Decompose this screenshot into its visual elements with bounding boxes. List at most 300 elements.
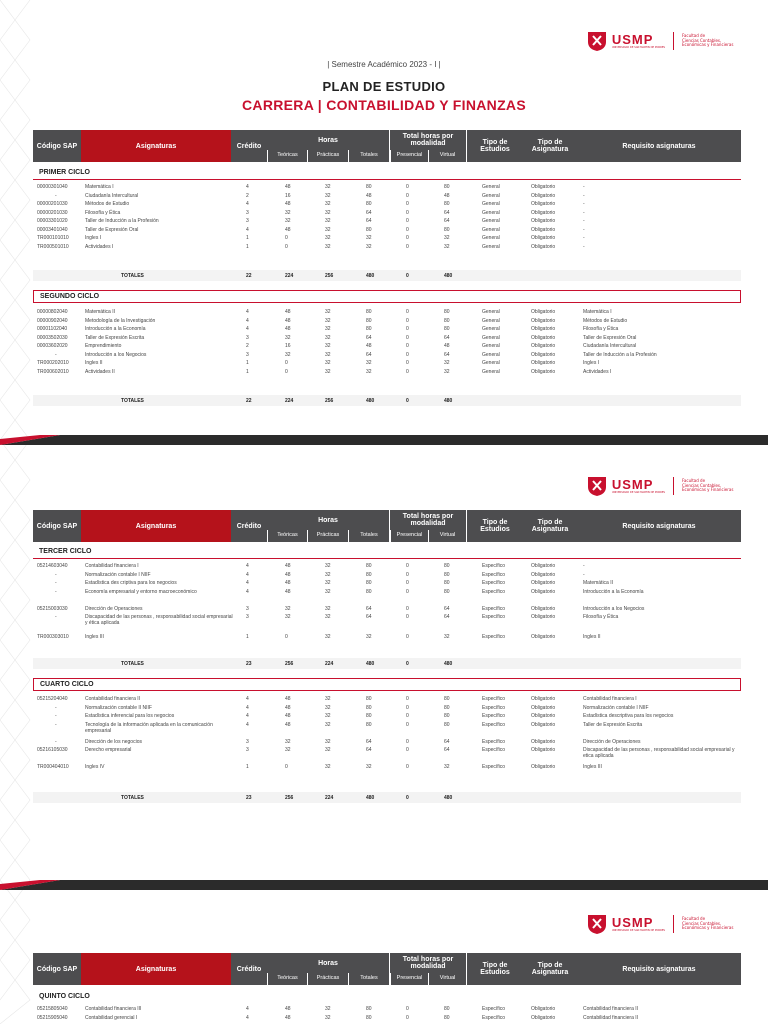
cell-credito: 4 <box>246 226 249 233</box>
cell-credito: 4 <box>246 713 249 719</box>
cycle-heading: PRIMER CICLO <box>33 166 741 180</box>
cell-tipo-estudios: General <box>482 218 500 224</box>
cell-requisito: Taller de Expresión Oral <box>583 334 637 341</box>
cell-virtual: 32 <box>444 764 450 770</box>
col-codigo-sap: Código SAP <box>33 510 81 542</box>
cell-presencial: 0 <box>406 309 409 315</box>
cycle-rows <box>33 695 741 772</box>
cell-practicas: 32 <box>325 747 331 753</box>
cell-practicas: 32 <box>325 218 331 224</box>
cycle-rows <box>33 1005 741 1022</box>
cell-teoricas: 48 <box>285 1014 291 1021</box>
cell-codigo-sap: - <box>55 580 57 586</box>
col-requisito: Requisito asignaturas <box>577 130 741 162</box>
cell-practicas: 32 <box>325 343 331 349</box>
cell-presencial: 0 <box>406 721 409 728</box>
cell-codigo-sap: TR000602010 <box>37 368 69 375</box>
cell-virtual: 80 <box>444 563 450 569</box>
cell-virtual: 80 <box>444 226 450 233</box>
cell-totales: 64 <box>366 218 372 224</box>
cell-totales: 48 <box>366 343 372 349</box>
cell-practicas: 32 <box>325 243 331 250</box>
table-header <box>33 130 741 162</box>
cell-credito: 3 <box>246 218 249 224</box>
table-row <box>33 226 741 235</box>
cell-teoricas: 0 <box>285 360 288 366</box>
table-row <box>33 633 741 642</box>
cell-presencial: 0 <box>406 192 409 199</box>
cell-practicas: 32 <box>325 351 331 358</box>
cell-asignatura: Estadística inferencial para los negocios <box>85 713 175 719</box>
cell-asignatura: Metodología de la Investigación <box>85 317 156 324</box>
cell-codigo-sap: - <box>55 704 57 711</box>
cell-totales: 80 <box>366 1014 372 1021</box>
cell-virtual: 64 <box>444 209 450 216</box>
brand-sub: UNIVERSIDAD DE SAN MARTIN DE PORRES <box>611 490 665 494</box>
cell-requisito: - <box>583 209 585 216</box>
cell-requisito: Introducción a la Economía <box>583 588 644 595</box>
cell-codigo-sap: 00003502030 <box>37 334 68 341</box>
cell-virtual: 32 <box>444 368 450 375</box>
cell-presencial: 0 <box>406 696 409 702</box>
table-row <box>33 359 741 368</box>
totals-value: 23 <box>246 661 252 667</box>
cell-tipo-estudios: Específico <box>482 588 506 595</box>
cycle-heading: CUARTO CICLO <box>33 678 741 691</box>
col-practicas: Prácticas <box>307 530 348 542</box>
totals-value: 256 <box>285 661 294 667</box>
shield-icon <box>586 30 608 52</box>
cell-virtual: 80 <box>444 713 450 719</box>
table-row <box>33 613 741 633</box>
brand-name: USMP <box>611 914 654 930</box>
cell-codigo-sap: TR000202010 <box>37 360 69 366</box>
page-2 <box>0 440 768 885</box>
cell-virtual: 32 <box>444 243 450 250</box>
cell-totales: 80 <box>366 704 372 711</box>
cell-asignatura: Contabilidad financiera II <box>85 696 141 702</box>
cell-virtual: 80 <box>444 588 450 595</box>
cell-asignatura: Ingles I <box>85 235 102 241</box>
cell-totales: 64 <box>366 209 372 216</box>
col-virtual: Virtual <box>428 973 466 985</box>
cell-credito: 4 <box>246 326 249 332</box>
totals-row <box>33 270 741 281</box>
cell-tipo-estudios: Específico <box>482 614 506 620</box>
cell-totales: 48 <box>366 192 372 199</box>
cell-tipo-asignatura: Obligatorio <box>531 235 556 241</box>
cell-asignatura: Normalización contable I NIIF <box>85 571 151 578</box>
cell-requisito: Métodos de Estudio <box>583 317 628 324</box>
cell-tipo-estudios: General <box>482 192 500 199</box>
cell-asignatura: Emprendimiento <box>85 343 122 349</box>
cell-codigo-sap: - <box>55 614 57 620</box>
cell-codigo-sap: - <box>55 738 57 745</box>
cell-practicas: 32 <box>325 317 331 324</box>
cell-totales: 80 <box>366 696 372 702</box>
cell-teoricas: 32 <box>285 351 291 358</box>
cell-requisito: Filosofía y Ética <box>583 614 619 620</box>
totals-value: 480 <box>366 273 375 279</box>
col-modalidad: Total horas por modalidad <box>390 130 466 150</box>
cell-practicas: 32 <box>325 368 331 375</box>
cell-teoricas: 48 <box>285 704 291 711</box>
cell-asignatura: Filosofía y Ética <box>85 209 121 216</box>
cell-asignatura: Ingles IV <box>85 764 105 770</box>
cell-practicas: 32 <box>325 309 331 315</box>
cell-presencial: 0 <box>406 571 409 578</box>
cell-requisito: Filosofía y Ética <box>583 326 619 332</box>
cell-practicas: 32 <box>325 588 331 595</box>
page-title: PLAN DE ESTUDIO <box>322 79 446 94</box>
table-row <box>33 588 741 605</box>
cycle-heading: QUINTO CICLO <box>39 992 90 1000</box>
table-row <box>33 334 741 343</box>
totals-value: 22 <box>246 398 252 404</box>
cell-virtual: 48 <box>444 343 450 349</box>
col-requisito: Requisito asignaturas <box>577 953 741 985</box>
col-credito: Crédito <box>231 510 267 542</box>
cell-tipo-estudios: General <box>482 343 500 349</box>
table-row <box>33 704 741 713</box>
totals-value: 256 <box>325 273 334 279</box>
cell-teoricas: 32 <box>285 738 291 745</box>
cell-requisito: Ingles II <box>583 634 601 640</box>
table-row <box>33 243 741 252</box>
cell-tipo-estudios: General <box>482 326 500 332</box>
cell-presencial: 0 <box>406 747 409 753</box>
cell-codigo-sap: TR000303010 <box>37 634 69 640</box>
cell-codigo-sap: 00000301040 <box>37 184 68 190</box>
cell-presencial: 0 <box>406 605 409 612</box>
totals-value: 480 <box>366 795 375 801</box>
cell-requisito: Ingles I <box>583 360 600 366</box>
col-tipo-asignatura: Tipo de Asignatura <box>523 953 577 985</box>
cell-teoricas: 0 <box>285 634 288 640</box>
cell-tipo-asignatura: Obligatorio <box>531 588 556 595</box>
cell-tipo-asignatura: Obligatorio <box>531 184 556 190</box>
cell-requisito: Estadística descriptiva para los negocios <box>583 713 674 719</box>
cell-requisito: Ingles III <box>583 764 602 770</box>
cell-virtual: 80 <box>444 309 450 315</box>
cell-tipo-estudios: Específico <box>482 1014 506 1021</box>
cell-virtual: 48 <box>444 192 450 199</box>
cell-presencial: 0 <box>406 738 409 745</box>
totals-value: 480 <box>366 398 375 404</box>
cell-codigo-sap: TR000404010 <box>37 764 69 770</box>
col-codigo-sap: Código SAP <box>33 130 81 162</box>
cell-credito: 3 <box>246 738 249 745</box>
cell-virtual: 80 <box>444 704 450 711</box>
col-virtual: Virtual <box>428 150 466 162</box>
cell-tipo-estudios: General <box>482 209 500 216</box>
table-row <box>33 579 741 588</box>
cell-tipo-asignatura: Obligatorio <box>531 309 556 315</box>
cell-credito: 1 <box>246 764 249 770</box>
cell-codigo-sap: - <box>55 571 57 578</box>
totals-value: 23 <box>246 795 252 801</box>
cell-tipo-asignatura: Obligatorio <box>531 334 556 341</box>
cell-presencial: 0 <box>406 588 409 595</box>
cell-credito: 1 <box>246 368 249 375</box>
cell-codigo-sap: TR000101010 <box>37 235 69 241</box>
col-asignaturas: Asignaturas <box>81 953 231 985</box>
col-credito: Crédito <box>231 953 267 985</box>
col-horas: Horas <box>267 130 389 150</box>
cell-codigo-sap: - <box>55 713 57 719</box>
cell-totales: 32 <box>366 243 372 250</box>
cell-teoricas: 48 <box>285 696 291 702</box>
totals-row <box>33 658 741 669</box>
cell-teoricas: 32 <box>285 747 291 753</box>
cell-tipo-estudios: Específico <box>482 1006 506 1012</box>
cell-tipo-asignatura: Obligatorio <box>531 747 556 753</box>
cell-codigo-sap: 05214603040 <box>37 563 68 569</box>
cell-virtual: 64 <box>444 614 450 620</box>
cell-requisito: Taller de Expresión Escrita <box>583 721 643 728</box>
cycle-rows <box>33 562 741 642</box>
cell-presencial: 0 <box>406 218 409 224</box>
col-teoricas: Teóricas <box>267 150 307 162</box>
brand-name: USMP <box>611 31 654 47</box>
totals-value: 22 <box>246 273 252 279</box>
cell-tipo-asignatura: Obligatorio <box>531 563 556 569</box>
cell-virtual: 64 <box>444 605 450 612</box>
cell-totales: 80 <box>366 184 372 190</box>
cell-codigo-sap: - <box>55 192 57 199</box>
cell-presencial: 0 <box>406 243 409 250</box>
cell-teoricas: 32 <box>285 209 291 216</box>
col-presencial: Presencial <box>390 973 428 985</box>
cell-requisito: Introducción a los Negocios <box>583 605 645 612</box>
cell-presencial: 0 <box>406 614 409 620</box>
cell-practicas: 32 <box>325 209 331 216</box>
cell-codigo-sap: 05215905040 <box>37 1014 68 1021</box>
cell-virtual: 32 <box>444 634 450 640</box>
col-requisito: Requisito asignaturas <box>577 510 741 542</box>
cell-presencial: 0 <box>406 563 409 569</box>
col-credito: Crédito <box>231 130 267 162</box>
faculty-name: Facultad de Ciencias Contables, Económicas y Financieras <box>682 916 734 931</box>
totals-value: 0 <box>406 398 409 404</box>
cell-teoricas: 0 <box>285 764 288 770</box>
totals-value: 224 <box>285 398 294 404</box>
cell-totales: 80 <box>366 588 372 595</box>
cell-requisito: - <box>583 235 585 241</box>
cell-presencial: 0 <box>406 226 409 233</box>
cell-credito: 1 <box>246 235 249 241</box>
page-1 <box>0 0 768 440</box>
cell-credito: 4 <box>246 580 249 586</box>
cell-tipo-estudios: General <box>482 334 500 341</box>
cycle-rows <box>33 308 741 376</box>
col-presencial: Presencial <box>390 150 428 162</box>
cell-teoricas: 32 <box>285 605 291 612</box>
col-virtual: Virtual <box>428 530 466 542</box>
cell-asignatura: Ciudadanía Intercultural <box>85 192 139 199</box>
cell-credito: 1 <box>246 243 249 250</box>
cell-virtual: 80 <box>444 184 450 190</box>
col-teoricas: Teóricas <box>267 530 307 542</box>
cell-credito: 3 <box>246 747 249 753</box>
table-row <box>33 342 741 351</box>
table-row <box>33 200 741 209</box>
cell-tipo-estudios: Específico <box>482 721 506 728</box>
cell-asignatura: Introducción a la Economía <box>85 326 146 332</box>
shield-icon <box>586 475 608 497</box>
cell-tipo-estudios: Específico <box>482 605 506 612</box>
col-totales: Totales <box>348 530 389 542</box>
col-practicas: Prácticas <box>307 150 348 162</box>
cell-teoricas: 48 <box>285 713 291 719</box>
cell-practicas: 32 <box>325 563 331 569</box>
cell-totales: 80 <box>366 309 372 315</box>
cell-teoricas: 32 <box>285 218 291 224</box>
cell-credito: 3 <box>246 209 249 216</box>
cell-teoricas: 0 <box>285 243 288 250</box>
cell-tipo-asignatura: Obligatorio <box>531 343 556 349</box>
cell-asignatura: Taller de Expresión Escrita <box>85 334 145 341</box>
cell-teoricas: 48 <box>285 309 291 315</box>
cell-asignatura: Matemática II <box>85 309 116 315</box>
cell-asignatura: Dirección de los negocios <box>85 738 142 745</box>
cell-tipo-asignatura: Obligatorio <box>531 614 556 620</box>
table-row <box>33 763 741 772</box>
cell-tipo-asignatura: Obligatorio <box>531 713 556 719</box>
cell-asignatura: Contabilidad financiera III <box>85 1006 142 1012</box>
cell-credito: 4 <box>246 571 249 578</box>
page-divider <box>0 435 768 445</box>
cell-asignatura: Ingles II <box>85 360 103 366</box>
cell-teoricas: 48 <box>285 588 291 595</box>
cell-teoricas: 16 <box>285 192 291 199</box>
col-modalidad: Total horas por modalidad <box>390 510 466 530</box>
cell-practicas: 32 <box>325 713 331 719</box>
cell-presencial: 0 <box>406 235 409 241</box>
cell-presencial: 0 <box>406 1014 409 1021</box>
cell-codigo-sap: - <box>55 721 57 728</box>
table-row <box>33 1014 741 1023</box>
cell-tipo-estudios: General <box>482 184 500 190</box>
cell-codigo-sap: - <box>55 588 57 595</box>
cell-totales: 64 <box>366 614 372 620</box>
cell-teoricas: 48 <box>285 226 291 233</box>
table-row <box>33 746 741 763</box>
cell-practicas: 32 <box>325 721 331 728</box>
cell-tipo-estudios: General <box>482 368 500 375</box>
cell-tipo-estudios: Específico <box>482 571 506 578</box>
cell-tipo-asignatura: Obligatorio <box>531 243 556 250</box>
cell-practicas: 32 <box>325 360 331 366</box>
cell-presencial: 0 <box>406 184 409 190</box>
cell-teoricas: 48 <box>285 201 291 207</box>
cell-totales: 32 <box>366 360 372 366</box>
cell-tipo-asignatura: Obligatorio <box>531 696 556 702</box>
table-row <box>33 562 741 571</box>
cell-tipo-estudios: General <box>482 317 500 324</box>
cell-asignatura: Estadística des criptiva para los negocios <box>85 580 177 586</box>
cell-practicas: 32 <box>325 226 331 233</box>
cell-totales: 80 <box>366 713 372 719</box>
cell-requisito: Actividades I <box>583 368 612 375</box>
cell-teoricas: 0 <box>285 368 288 375</box>
brand-name: USMP <box>611 476 654 492</box>
cell-virtual: 80 <box>444 1006 450 1012</box>
cell-presencial: 0 <box>406 343 409 349</box>
table-row <box>33 571 741 580</box>
cell-credito: 4 <box>246 588 249 595</box>
col-horas: Horas <box>267 953 389 973</box>
cell-practicas: 32 <box>325 614 331 620</box>
cell-codigo-sap: 00003401040 <box>37 226 68 233</box>
cell-practicas: 32 <box>325 1014 331 1021</box>
cell-totales: 64 <box>366 738 372 745</box>
table-row <box>33 317 741 326</box>
cell-totales: 32 <box>366 634 372 640</box>
cell-asignatura: Matemática I <box>85 184 114 190</box>
cell-virtual: 32 <box>444 235 450 241</box>
faculty-name: Facultad de Ciencias Contables, Económicas y Financieras <box>682 33 734 48</box>
col-practicas: Prácticas <box>307 973 348 985</box>
cell-virtual: 32 <box>444 360 450 366</box>
cell-asignatura: Normalización contable II NIIF <box>85 704 152 711</box>
cell-asignatura: Dirección de Operaciones <box>85 605 143 612</box>
cell-tipo-asignatura: Obligatorio <box>531 326 556 332</box>
usmp-logo <box>586 30 742 52</box>
table-row <box>33 217 741 226</box>
cell-codigo-sap: 05215003030 <box>37 605 68 612</box>
cell-requisito: Ciudadanía Intercultural <box>583 343 637 349</box>
cell-totales: 64 <box>366 351 372 358</box>
page-divider <box>0 880 768 890</box>
cell-teoricas: 16 <box>285 343 291 349</box>
table-row <box>33 209 741 218</box>
totals-label: TOTALES <box>121 795 144 801</box>
cell-tipo-asignatura: Obligatorio <box>531 738 556 745</box>
cell-practicas: 32 <box>325 184 331 190</box>
totals-label: TOTALES <box>121 661 144 667</box>
table-row <box>33 605 741 614</box>
cell-codigo-sap: 05215805040 <box>37 1006 68 1012</box>
cell-virtual: 80 <box>444 326 450 332</box>
cell-asignatura: Discapacidad de las personas , responsabilidad social empresarial y ética aplicada <box>85 614 233 626</box>
cell-virtual: 80 <box>444 1014 450 1021</box>
cell-tipo-estudios: General <box>482 243 500 250</box>
cell-credito: 4 <box>246 563 249 569</box>
cell-tipo-estudios: Específico <box>482 713 506 719</box>
cell-requisito: - <box>583 243 585 250</box>
cell-virtual: 80 <box>444 201 450 207</box>
cell-tipo-estudios: General <box>482 201 500 207</box>
col-tipo-estudios: Tipo de Estudios <box>467 953 523 985</box>
cell-tipo-estudios: Específico <box>482 704 506 711</box>
cell-teoricas: 48 <box>285 580 291 586</box>
cell-requisito: - <box>583 563 585 569</box>
cell-presencial: 0 <box>406 1006 409 1012</box>
totals-value: 256 <box>325 398 334 404</box>
table-row <box>33 1005 741 1014</box>
cell-asignatura: Actividades II <box>85 368 115 375</box>
col-presencial: Presencial <box>390 530 428 542</box>
cell-requisito: Taller de Inducción a la Profesión <box>583 351 657 358</box>
totals-value: 0 <box>406 661 409 667</box>
cell-asignatura: Contabilidad financiera I <box>85 563 139 569</box>
cell-practicas: 32 <box>325 235 331 241</box>
cell-asignatura: Contabilidad gerencial I <box>85 1014 138 1021</box>
totals-value: 480 <box>366 661 375 667</box>
cell-codigo-sap: - <box>55 351 57 358</box>
cell-totales: 80 <box>366 563 372 569</box>
